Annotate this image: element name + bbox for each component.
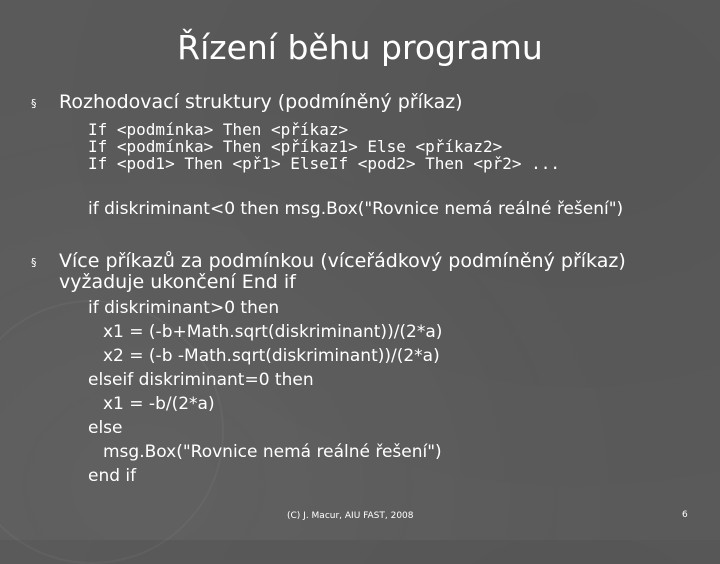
code-line: else [88,418,123,438]
bullet-marker: § [31,97,37,110]
syntax-line: If <pod1> Then <př1> ElseIf <pod2> Then <př2> ... [88,154,561,173]
example-line: if diskriminant<0 then msg.Box("Rovnice nemá reálné řešení") [88,199,624,219]
syntax-line: If <podmínka> Then <příkaz> [88,120,349,139]
code-line: if diskriminant>0 then [88,298,280,318]
slide-footer: (C) J. Macur, AIU FAST, 2008 [287,511,414,521]
code-line: end if [88,466,137,486]
code-line: elseif diskriminant=0 then [88,370,314,390]
page-number: 6 [682,510,688,520]
slide-title: Řízení běhu programu [177,28,543,67]
code-line: x1 = -b/(2*a) [103,394,215,414]
bullet-text: Rozhodovací struktury (podmíněný příkaz) [59,91,463,113]
code-line: msg.Box("Rovnice nemá reálné řešení") [103,442,442,462]
code-line: x2 = (-b -Math.sqrt(diskriminant))/(2*a) [103,346,440,366]
syntax-line: If <podmínka> Then <příkaz1> Else <příkaz2> [88,137,503,156]
bullet-text: Více příkazů za podmínkou (víceřádkový podmíněný příkaz) vyžaduje ukončení End if [59,250,626,293]
bullet-marker: § [31,256,37,269]
code-line: x1 = (-b+Math.sqrt(diskriminant))/(2*a) [103,322,443,342]
